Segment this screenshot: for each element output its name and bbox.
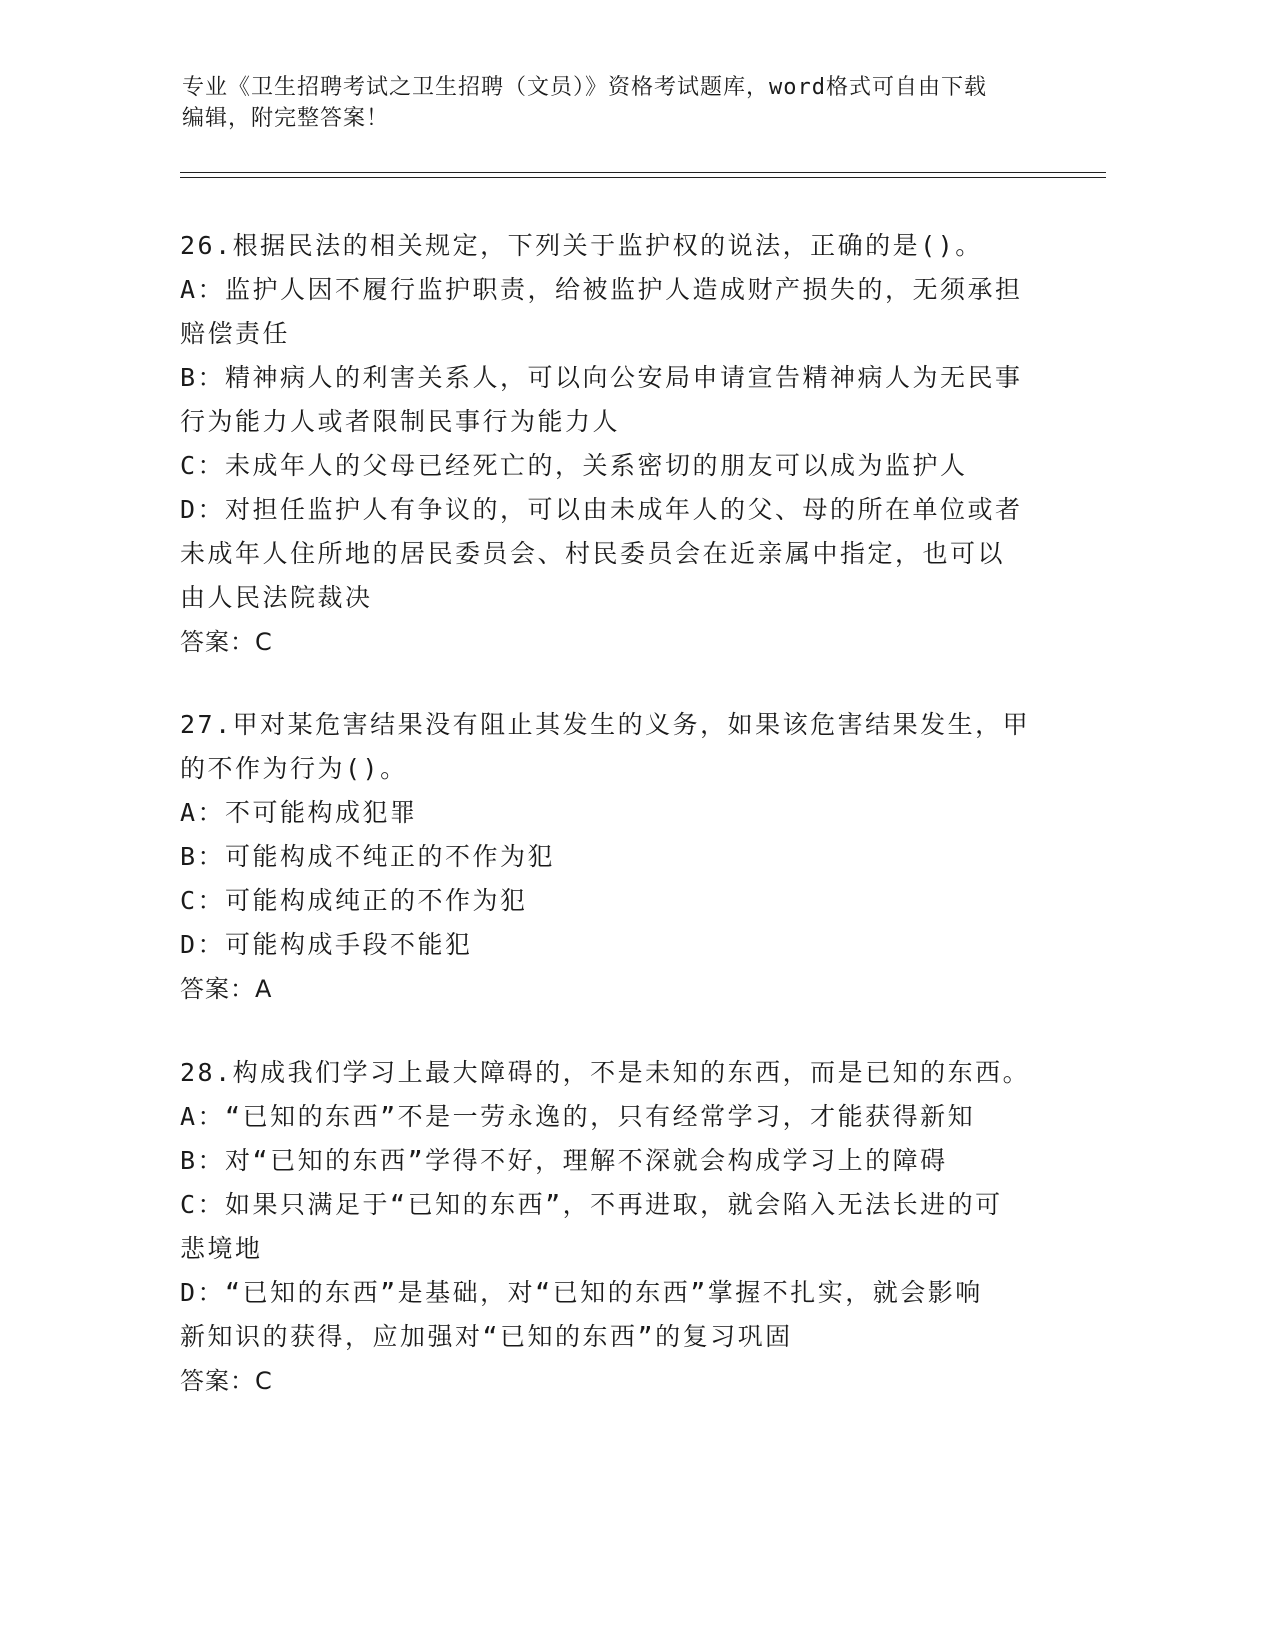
option-a: A：“已知的东西”不是一劳永逸的，只有经常学习，才能获得新知 bbox=[180, 1102, 976, 1131]
question-28 bbox=[180, 1051, 1040, 1403]
option-a-continued: 赔偿责任 bbox=[180, 319, 291, 348]
question-27 bbox=[180, 703, 1040, 1011]
document-header bbox=[182, 72, 1062, 134]
question-26 bbox=[180, 224, 1040, 664]
option-d-continued: 未成年人住所地的居民委员会、村民委员会在近亲属中指定，也可以 bbox=[180, 539, 1006, 568]
question-stem-continued: 的不作为行为()。 bbox=[180, 754, 408, 783]
answer-label: 答案：A bbox=[180, 975, 273, 1003]
option-b: B：精神病人的利害关系人，可以向公安局申请宣告精神病人为无民事 bbox=[180, 363, 1023, 392]
option-b: B：可能构成不纯正的不作为犯 bbox=[180, 842, 556, 871]
answer-label: 答案：C bbox=[180, 628, 273, 656]
answer-label: 答案：C bbox=[180, 1367, 273, 1395]
question-stem: 27.甲对某危害结果没有阻止其发生的义务，如果该危害结果发生，甲 bbox=[180, 710, 1031, 739]
option-d: D：对担任监护人有争议的，可以由未成年人的父、母的所在单位或者 bbox=[180, 495, 1023, 524]
option-d-continued: 新知识的获得，应加强对“已知的东西”的复习巩固 bbox=[180, 1322, 793, 1351]
option-b-continued: 行为能力人或者限制民事行为能力人 bbox=[180, 407, 621, 436]
option-a: A：不可能构成犯罪 bbox=[180, 798, 418, 827]
option-d: D：可能构成手段不能犯 bbox=[180, 930, 473, 959]
question-stem: 28.构成我们学习上最大障碍的，不是未知的东西，而是已知的东西。 bbox=[180, 1058, 1031, 1087]
option-c-continued: 悲境地 bbox=[180, 1234, 263, 1263]
option-d: D：“已知的东西”是基础，对“已知的东西”掌握不扎实，就会影响 bbox=[180, 1278, 983, 1307]
option-d-continued: 由人民法院裁决 bbox=[180, 583, 373, 612]
header-line-1: 专业《卫生招聘考试之卫生招聘（文员）》资格考试题库，word格式可自由下载 bbox=[182, 75, 987, 100]
option-b: B：对“已知的东西”学得不好，理解不深就会构成学习上的障碍 bbox=[180, 1146, 948, 1175]
option-a: A：监护人因不履行监护职责，给被监护人造成财产损失的，无须承担 bbox=[180, 275, 1023, 304]
header-divider-top bbox=[180, 172, 1106, 173]
question-stem: 26.根据民法的相关规定，下列关于监护权的说法，正确的是()。 bbox=[180, 231, 983, 260]
option-c: C：如果只满足于“已知的东西”，不再进取，就会陷入无法长进的可 bbox=[180, 1190, 1003, 1219]
header-line-2: 编辑，附完整答案！ bbox=[182, 106, 390, 131]
header-divider-bottom bbox=[180, 177, 1106, 178]
option-c: C：可能构成纯正的不作为犯 bbox=[180, 886, 528, 915]
option-c: C：未成年人的父母已经死亡的，关系密切的朋友可以成为监护人 bbox=[180, 451, 968, 480]
